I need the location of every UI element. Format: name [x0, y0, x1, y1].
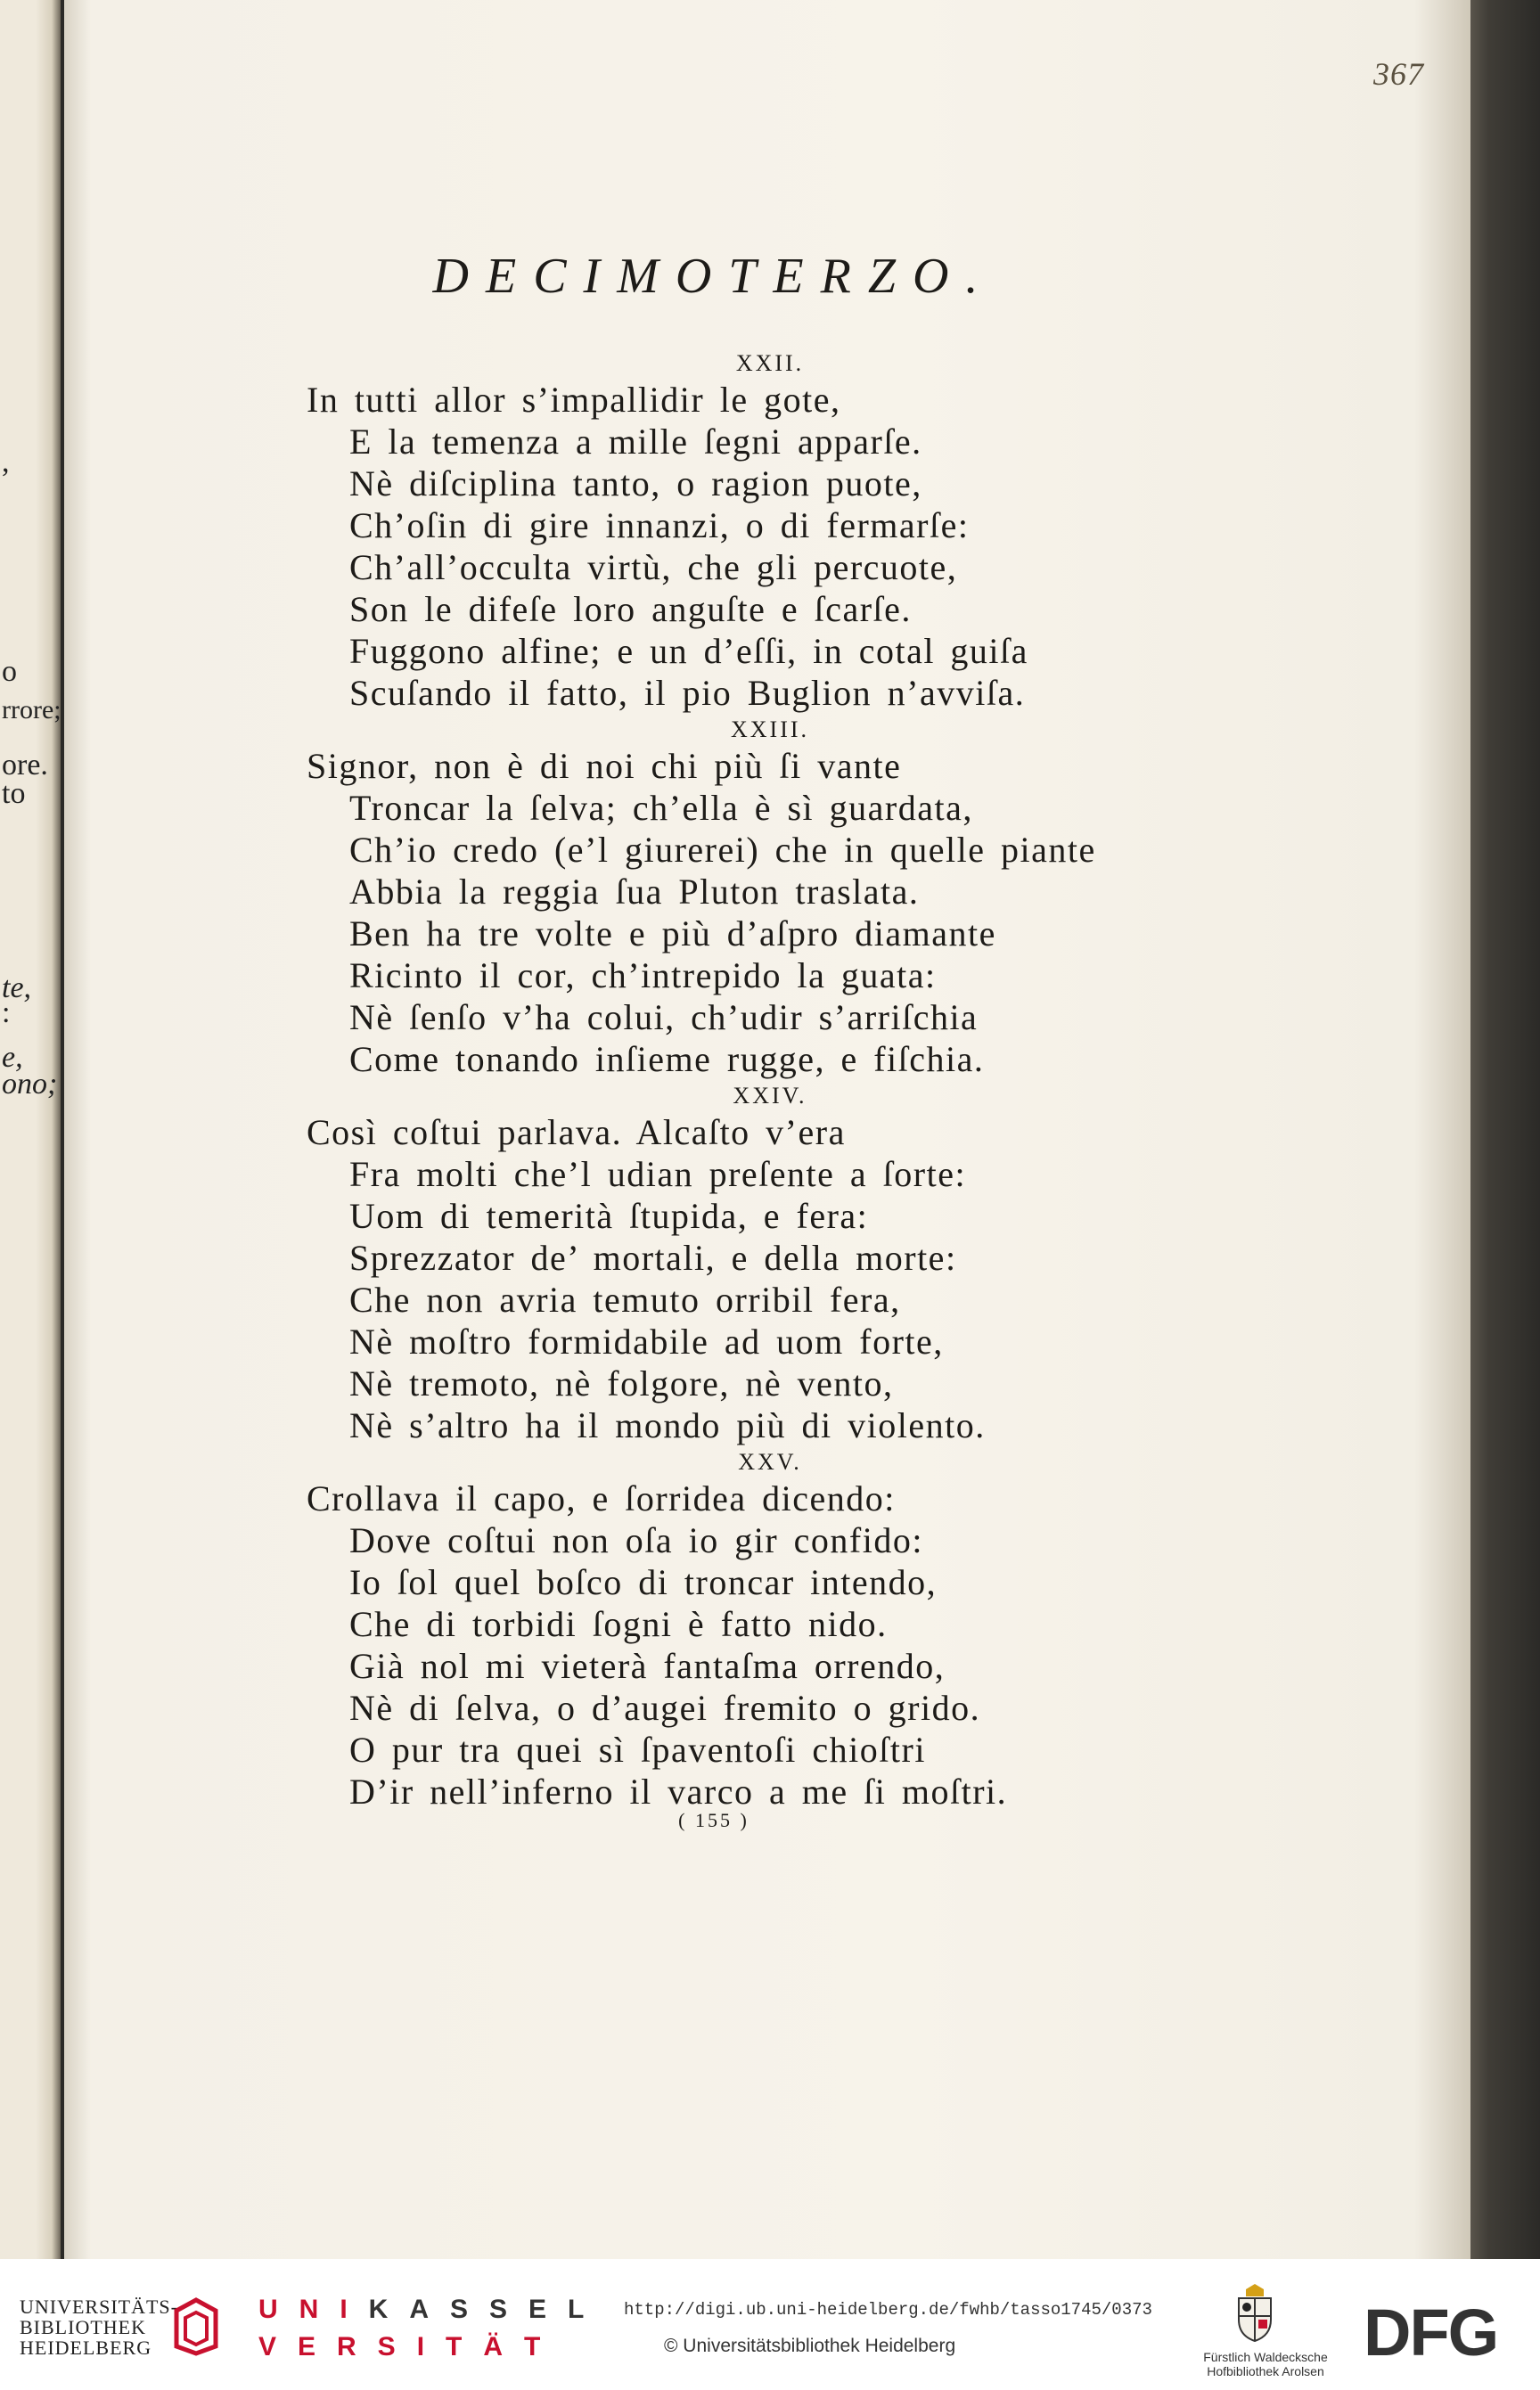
waldeck-crest-icon	[1233, 2284, 1276, 2343]
ub-heidelberg-logo-icon[interactable]	[169, 2295, 221, 2357]
source-url-link[interactable]: http://digi.ub.uni-heidelberg.de/fwhb/tasso1745/0373	[624, 2300, 1152, 2320]
facing-page-fragment: o	[2, 655, 17, 688]
verse-line: In tutti allor s’impallidir le gote,	[307, 380, 841, 420]
facing-page-fragment: te,	[2, 971, 32, 1004]
uni-kassel-row2: VERSITÄT	[258, 2332, 562, 2361]
verse-line: Ch’io credo (e’l giurerei) che in quelle piante	[349, 830, 1096, 870]
verse-line: Così coſtui parlava. Alcaſto v’era	[307, 1112, 846, 1152]
verse-line: Nè di ſelva, o d’augei fremito o grido.	[349, 1688, 981, 1728]
facing-page-fragment: to	[2, 777, 26, 810]
facing-page-fragment: e,	[2, 1041, 23, 1074]
book-page	[64, 0, 1470, 2259]
dfg-logo[interactable]: DFG	[1364, 2296, 1498, 2370]
verse-line: Io ſol quel boſco di troncar intendo,	[349, 1562, 938, 1602]
waldeck-library-label	[1194, 2350, 1337, 2378]
verse-line: Abbia la reggia ſua Pluton traslata.	[349, 872, 920, 912]
facing-page-fragment: rrore;	[2, 695, 61, 724]
verse-line: E la temenza a mille ſegni apparſe.	[349, 422, 922, 462]
footer-bar	[0, 2259, 1540, 2390]
verse-line: Fra molti che’l udian preſente a ſorte:	[349, 1154, 967, 1194]
verse-line: Che non avria temuto orribil fera,	[349, 1280, 901, 1320]
verse-line: Fuggono alfine; e un d’eſſi, in cotal guiſa	[349, 631, 1028, 671]
verse-line: D’ir nell’inferno il varco a me ſi moſtri.	[349, 1772, 1008, 1812]
facing-page-fragment: ore.	[2, 749, 48, 782]
folio-number: 367	[1373, 56, 1424, 92]
stanza-number: XXIII.	[730, 716, 810, 742]
fw-line: Fürstlich Waldecksche	[1203, 2350, 1328, 2364]
page-number: ( 155 )	[678, 1809, 750, 1831]
stanza-number: XXIV.	[733, 1083, 807, 1109]
ub-heidelberg-label	[20, 2296, 178, 2358]
fw-line: Hofbibliothek Arolsen	[1207, 2364, 1324, 2378]
stanza	[307, 1446, 1287, 1813]
verse-line: Che di torbidi ſogni è fatto nido.	[349, 1604, 888, 1644]
ub-line: HEIDELBERG	[20, 2337, 152, 2359]
stanza-number: XXV.	[738, 1449, 802, 1475]
verse-line: Son le difeſe loro anguſte e ſcarſe.	[349, 589, 912, 629]
ub-line: UNIVERSITÄTS-	[20, 2296, 178, 2318]
ub-line: BIBLIOTHEK	[20, 2316, 146, 2338]
facing-page-fragment: ono;	[2, 1068, 58, 1101]
verse-line: O pur tra quei sì ſpaventoſi chioſtri	[349, 1730, 926, 1770]
verse-line: Uom di temerità ſtupida, e fera:	[349, 1196, 869, 1236]
uni-kassel-row1: UNIKASSEL	[258, 2295, 606, 2324]
verse-line: Nè moſtro formidabile ad uom forte,	[349, 1322, 944, 1362]
facing-page-margin	[0, 0, 61, 2259]
verse-line: Ricinto il cor, ch’intrepido la guata:	[349, 955, 937, 995]
stanza	[307, 714, 1287, 1080]
verse-line: Nè diſciplina tanto, o ragion puote,	[349, 463, 922, 503]
verse-line: Dove coſtui non oſa io gir confido:	[349, 1520, 923, 1560]
uni-kassel-logo[interactable]	[258, 2291, 605, 2366]
verse-line: Crollava il capo, e ſorridea dicendo:	[307, 1478, 896, 1518]
copyright-notice: © Universitätsbibliothek Heidelberg	[664, 2336, 956, 2356]
verse-line: Nè tremoto, nè folgore, nè vento,	[349, 1363, 894, 1404]
verse-line: Già nol mi vieterà fantaſma orrendo,	[349, 1646, 946, 1686]
verse-line: Scuſando il fatto, il pio Buglion n’avviſa.	[349, 673, 1026, 713]
facing-page-fragment: :	[2, 996, 11, 1029]
verse-line: Ben ha tre volte e più d’aſpro diamante	[349, 913, 996, 954]
poem	[307, 348, 1287, 1813]
verse-line: Nè s’altro ha il mondo più di violento.	[349, 1405, 986, 1445]
stanza	[307, 348, 1287, 714]
verse-line: Troncar la ſelva; ch’ella è sì guardata,	[349, 788, 973, 828]
verse-line: Ch’oſin di gire innanzi, o di fermarſe:	[349, 505, 970, 545]
verse-line: Ch’all’occulta virtù, che gli percuote,	[349, 547, 958, 587]
verse-line: Come tonando inſieme rugge, e fiſchia.	[349, 1039, 985, 1079]
verse-line: Sprezzator de’ mortali, e della morte:	[349, 1238, 957, 1278]
running-head: DECIMOTERZO.	[432, 249, 995, 304]
stanza-number: XXII.	[735, 350, 805, 376]
stanza	[307, 1080, 1287, 1446]
facing-page-fragment: ,	[2, 446, 10, 479]
verse-line: Nè ſenſo v’ha colui, ch’udir s’arriſchia	[349, 997, 979, 1037]
verse-line: Signor, non è di noi chi più ſi vante	[307, 746, 902, 786]
page-edge	[1470, 0, 1540, 2259]
